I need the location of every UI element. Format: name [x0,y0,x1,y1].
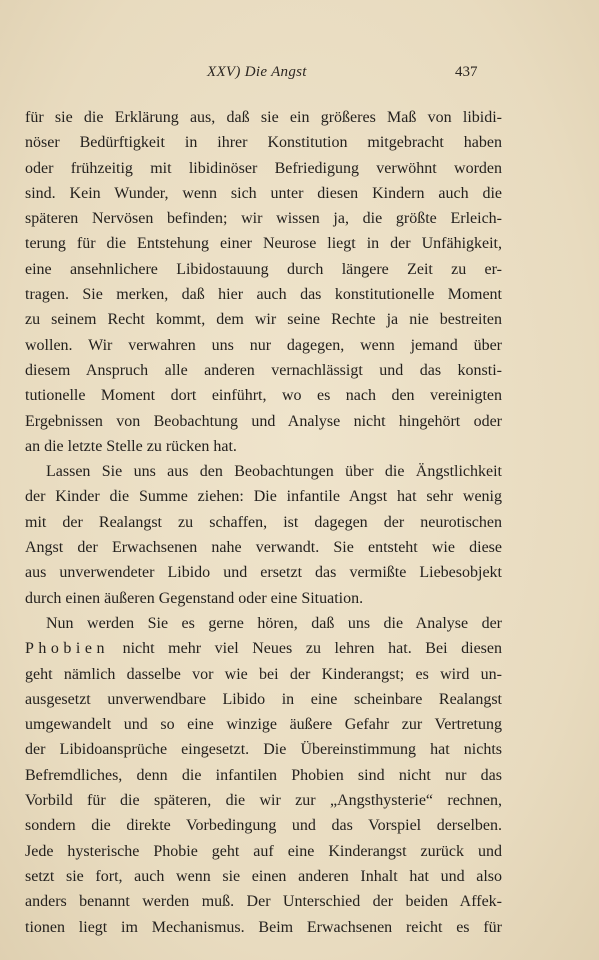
text-line: umgewandelt und so eine winzige äußere Gefahr zur Vertretung [25,716,502,734]
text-line: terung für die Entstehung einer Neurose liegt in der Unfähigkeit, [25,235,502,253]
page-header [0,64,599,88]
text-line: Nun werden Sie es gerne hören, daß uns die Analyse der [46,614,502,632]
text-line: wollen. Wir verwahren uns nur dagegen, wenn jemand über [25,336,502,354]
body-text [25,105,502,940]
text-line-rest: nicht mehr viel Neues zu lehren hat. Bei diesen [122,640,502,658]
text-line: tutionelle Moment dort einführt, wo es nach den vereinigten [25,387,502,405]
text-line: der Kinder die Summe ziehen: Die infantile Angst hat sehr wenig [25,488,502,506]
text-line: Vorbild für die späteren, die wir zur „Angsthysterie“ rechnen, [25,792,502,810]
text-line: an die letzte Stelle zu rücken hat. [25,437,237,455]
page-number: 437 [455,64,478,80]
text-line: setzt sie fort, auch wenn sie einen anderen Inhalt hat und also [25,867,502,885]
text-line: sondern die direkte Vorbedingung und das Vorspiel derselben. [25,817,502,835]
text-line: eine ansehnlichere Libidostauung durch längere Zeit zu er- [25,260,502,278]
spaced-emphasis-word: Phobien [25,640,109,658]
text-line: Lassen Sie uns aus den Beobachtungen über die Ängstlichkeit [46,463,502,481]
text-line: tionen liegt im Mechanismus. Beim Erwachsenen reicht es für [25,918,502,936]
text-line: oder frühzeitig mit libidinöser Befriedigung verwöhnt worden [25,159,502,177]
text-line-with-spaced-word [25,636,502,661]
text-line: Jede hysterische Phobie geht auf eine Kinderangst zurück und [25,842,502,860]
text-line: nöser Bedürftigkeit in ihrer Konstitution mitgebracht haben [25,134,502,152]
text-line: ausgesetzt unverwendbare Libido in eine scheinbare Realangst [25,690,502,708]
text-line: der Libidoansprüche eingesetzt. Die Übereinstimmung hat nichts [25,741,502,759]
text-line: späteren Nervösen befinden; wir wissen ja, die größte Erleich- [25,210,502,228]
text-line: anders benannt werden muß. Der Unterschied der beiden Affek- [25,893,502,911]
text-line: Angst der Erwachsenen nahe verwandt. Sie entsteht wie diese [25,539,502,557]
text-line: für sie die Erklärung aus, daß sie ein größeres Maß von libidi- [25,109,502,126]
text-line: durch einen äußeren Gegenstand oder eine Situation. [25,589,364,607]
text-line: zu seinem Recht kommt, dem wir seine Rechte ja nie bestreiten [25,311,502,329]
text-line: tragen. Sie merken, daß hier auch das konstitutionelle Moment [25,286,502,304]
text-line: Befremdliches, denn die infantilen Phobien sind nicht nur das [25,766,502,784]
running-title: XXV) Die Angst [207,64,307,80]
text-line: diesem Anspruch alle anderen vernachlässigt und das konsti- [25,361,502,379]
text-line: Ergebnissen von Beobachtung und Analyse nicht hingehört oder [25,412,502,430]
text-line: geht nämlich dasselbe vor wie bei der Kinderangst; es wird un- [25,665,502,683]
text-line: sind. Kein Wunder, wenn sich unter diesen Kindern auch die [25,184,502,202]
text-line: mit der Realangst zu schaffen, ist dagegen der neurotischen [25,513,502,531]
text-line: aus unverwendeter Libido und ersetzt das vermißte Liebesobjekt [25,564,502,582]
